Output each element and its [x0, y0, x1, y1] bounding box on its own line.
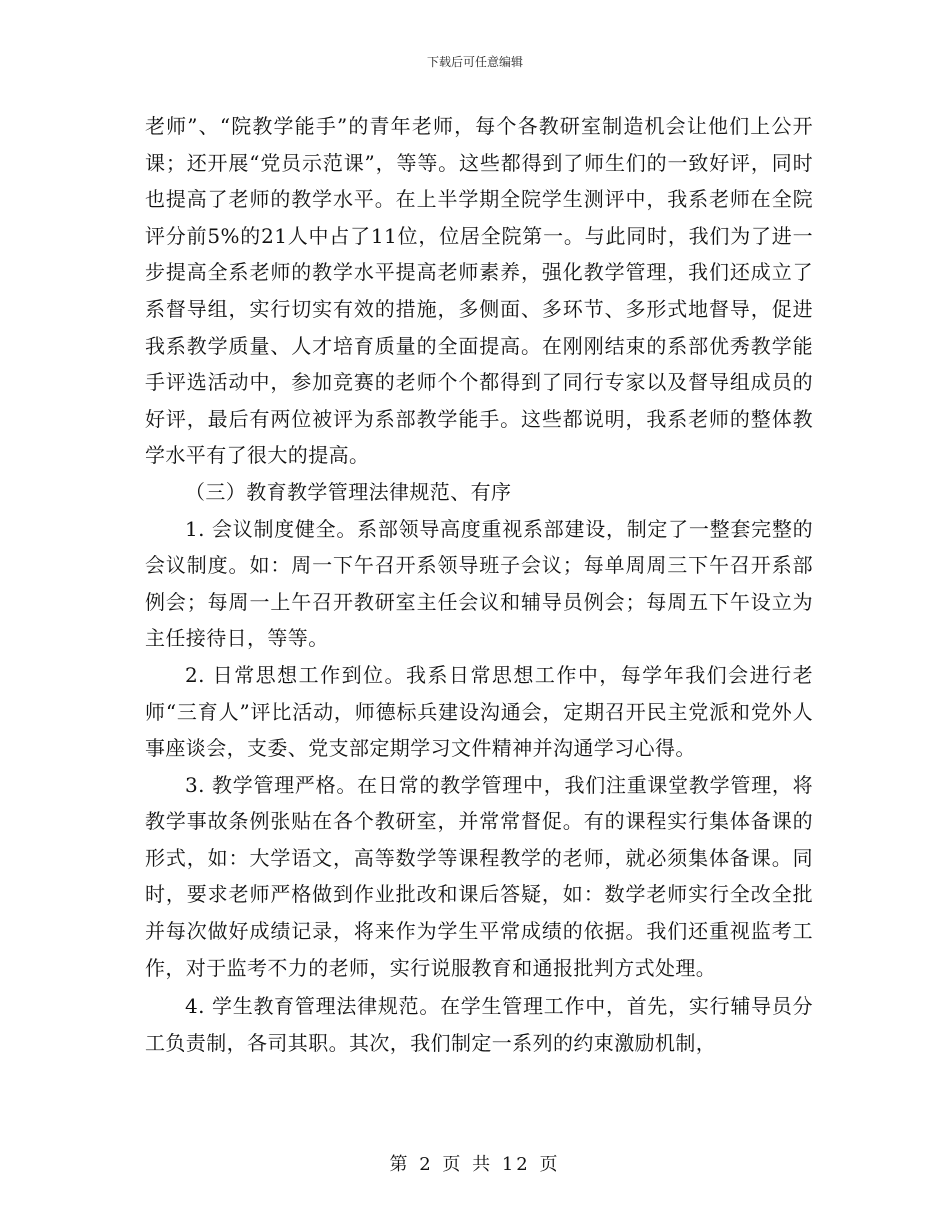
- list-item-student-management: 4. 学生教育管理法律规范。在学生管理工作中，首先，实行辅导员分工负责制，各司其职。其次，我们制定一系列的约束激励机制，: [145, 994, 813, 1055]
- page-number: 第 2 页 共 12 页: [389, 1154, 561, 1175]
- section-heading-3: （三）教育教学管理法律规范、有序: [185, 479, 512, 504]
- list-item-teaching-management: 3. 教学管理严格。在日常的教学管理中，我们注重课堂教学管理，将教学事故条例张贴在各个教研室，并常常督促。有的课程实行集体备课的形式，如：大学语文，高等数学等课程教学的老师，就必须集体备课。同时，要求老师严格做到作业批改和课后答疑，如：数学老师实行全改全批并每次做好成绩记录，将来作为学生平常成绩的依据。我们还重视监考工作，对于监考不力的老师，实行说服教育和通报批判方式处理。: [145, 772, 813, 980]
- list-item-meeting-system: 1. 会议制度健全。系部领导高度重视系部建设，制定了一整套完整的会议制度。如：周一下午召开系领导班子会议；每单周周三下午召开系部例会；每周一上午召开教研室主任会议和辅导员例会；每周五下午设立为主任接待日，等等。: [145, 516, 813, 651]
- paragraph-teaching-quality: 老师”、“院教学能手”的青年老师，每个各教研室制造机会让他们上公开课；还开展“党员示范课”，等等。这些都得到了师生们的一致好评，同时也提高了老师的教学水平。在上半学期全院学生测评中，我系老师在全院评分前5%的21人中占了11位，位居全院第一。与此同时，我们为了进一步提高全系老师的教学水平提高老师素养，强化教学管理，我们还成立了系督导组，实行切实有效的措施，多侧面、多环节、多形式地督导，促进我系教学质量、人才培育质量的全面提高。在刚刚结束的系部优秀教学能手评选活动中，参加竞赛的老师个个都得到了同行专家以及督导组成员的好评，最后有两位被评为系部教学能手。这些都说明，我系老师的整体教学水平有了很大的提高。: [145, 114, 813, 468]
- list-item-ideological-work: 2. 日常思想工作到位。我系日常思想工作中，每学年我们会进行老师“三育人”评比活动，师德标兵建设沟通会，定期召开民主党派和党外人事座谈会，支委、党支部定期学习文件精神并沟通学习心得。: [145, 662, 813, 761]
- document-body: [145, 108, 813, 1061]
- page-header-note: 下载后可任意编辑: [426, 55, 523, 69]
